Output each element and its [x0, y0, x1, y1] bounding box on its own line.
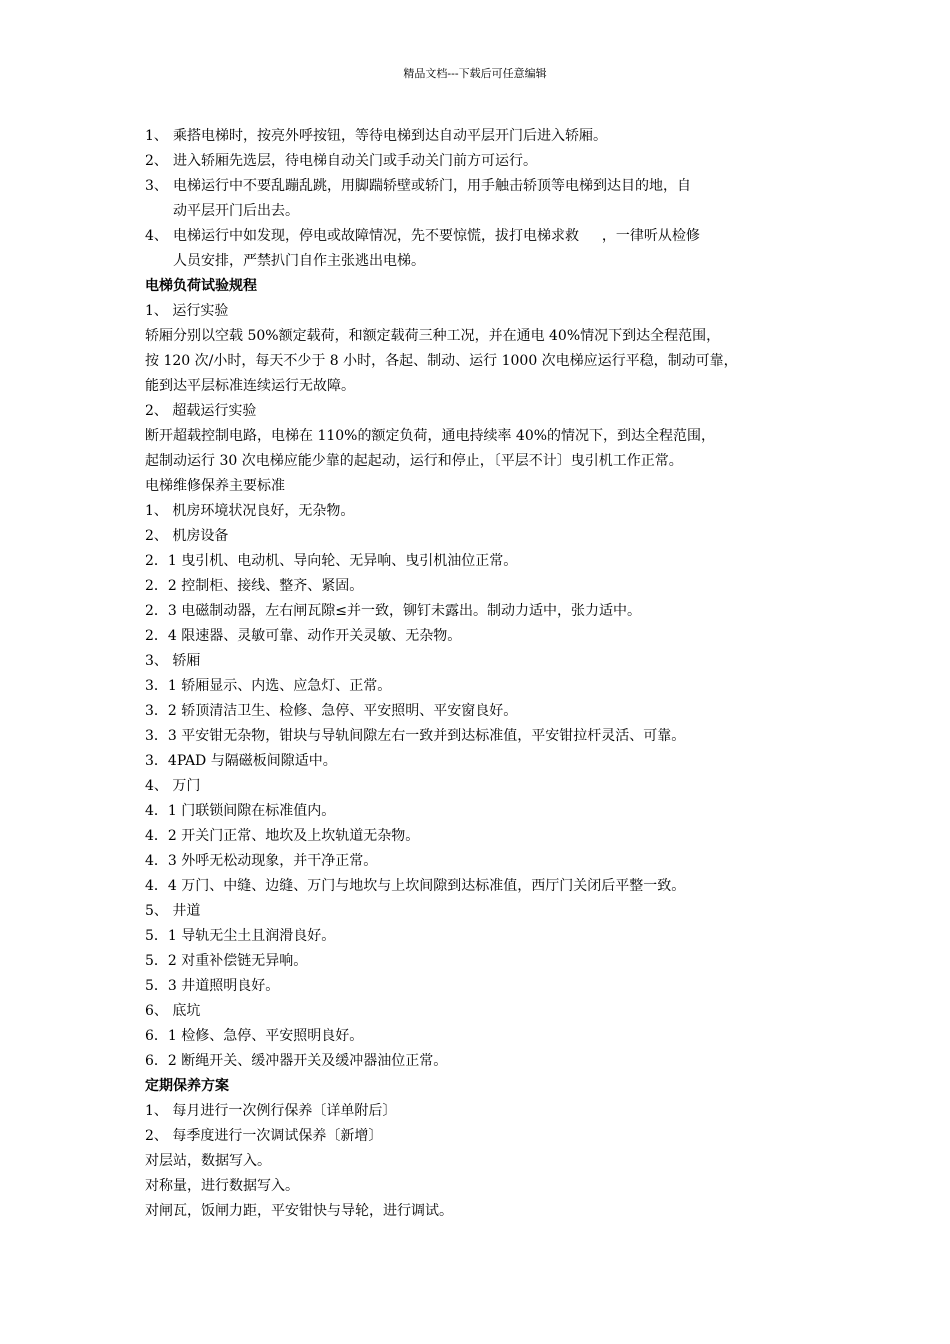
list-item: 2、 机房设备: [145, 528, 229, 544]
paragraph-line: 轿厢分别以空载 50%额定载荷，和额定载荷三种工况，并在通电 40%情况下到达全程范围，: [145, 328, 721, 344]
list-item: 3．3 平安钳无杂物，钳块与导轨间隙左右一致并到达标准值，平安钳拉杆灵活、可靠。: [145, 728, 686, 744]
list-item: 3．2 轿顶清洁卫生、检修、急停、平安照明、平安窗良好。: [145, 703, 518, 719]
list-text: 进入轿厢先选层，待电梯自动关门或手动关门前方可运行。: [173, 153, 537, 169]
page-header: 精品文档---下载后可任意编辑: [403, 67, 547, 80]
list-number: 4、: [145, 228, 168, 244]
intro-list: [145, 124, 825, 274]
list-item: 6、 底坑: [145, 1003, 201, 1019]
list-item: 2．2 控制柜、接线、整齐、紧固。: [145, 578, 364, 594]
list-text-continued: 动平层开门后出去。: [173, 203, 299, 219]
list-item: 4．1 门联锁间隙在标准值内。: [145, 803, 336, 819]
list-item: 4、 万门: [145, 778, 201, 794]
paragraph-line: 按 120 次/小时，每天不少于 8 小时，各起、制动、运行 1000 次电梯应运行平稳，制动可靠，: [145, 353, 738, 369]
list-item: 2．1 曳引机、电动机、导向轮、无异响、曳引机油位正常。: [145, 553, 518, 569]
list-number: 2、: [145, 153, 168, 169]
paragraph-line: 对闸瓦，饭闸力距，平安钳快与导轮，进行调试。: [145, 1203, 453, 1219]
paragraph-line: 对层站，数据写入。: [145, 1153, 271, 1169]
list-item: 4．3 外呼无松动现象，并干净正常。: [145, 853, 378, 869]
list-item: 2、 每季度进行一次调试保养〔新增〕: [145, 1128, 383, 1144]
paragraph-line: 起制动运行 30 次电梯应能少靠的起起动，运行和停止，〔平层不计〕曳引机工作正常。: [145, 453, 683, 469]
section-title-load-test: 电梯负荷试验规程: [145, 278, 257, 294]
subsection-heading: 1、 运行实验: [145, 303, 229, 319]
list-number: 3、: [145, 178, 168, 194]
section-title-maintenance: 电梯维修保养主要标准: [145, 478, 285, 494]
list-item: 4．2 开关门正常、地坎及上坎轨道无杂物。: [145, 828, 420, 844]
list-text: 电梯运行中不要乱蹦乱跳，用脚踹轿壁或轿门，用手触击轿顶等电梯到达目的地，自: [173, 178, 691, 194]
list-item: 3．1 轿厢显示、内选、应急灯、正常。: [145, 678, 392, 694]
list-item: 1、 机房环境状况良好，无杂物。: [145, 503, 355, 519]
paragraph-line: 断开超载控制电路，电梯在 110%的额定负荷，通电持续率 40%的情况下，到达全程范围，: [145, 428, 716, 444]
list-item: [145, 149, 825, 174]
list-number: 1、: [145, 128, 168, 144]
list-item: [145, 124, 825, 149]
paragraph-line: 对称量，进行数据写入。: [145, 1178, 299, 1194]
section-title-maintenance-plan: 定期保养方案: [145, 1078, 229, 1094]
list-item: 5、 井道: [145, 903, 201, 919]
list-item: 1、 每月进行一次例行保养〔详单附后〕: [145, 1103, 397, 1119]
subsection-heading: 2、 超载运行实验: [145, 403, 257, 419]
list-item: 2．4 限速器、灵敏可靠、动作开关灵敏、无杂物。: [145, 628, 462, 644]
list-text-continued: 人员安排，严禁扒门自作主张逃出电梯。: [173, 253, 425, 269]
list-item: 3、 轿厢: [145, 653, 201, 669]
list-item: 3．4PAD 与隔磁板间隙适中。: [145, 753, 337, 769]
list-item: 5．3 井道照明良好。: [145, 978, 280, 994]
list-text: 乘搭电梯时，按亮外呼按钮，等待电梯到达自动平层开门后进入轿厢。: [173, 128, 607, 144]
list-item: 4．4 万门、中缝、边缝、万门与地坎与上坎间隙到达标准值，西厅门关闭后平整一致。: [145, 878, 686, 894]
document-body: [145, 124, 825, 1224]
list-item: [145, 174, 825, 224]
list-item: 5．1 导轨无尘土且润滑良好。: [145, 928, 336, 944]
list-text: 电梯运行中如发现，停电或故障情况，先不要惊慌，拔打电梯求救 ，一律听从检修: [173, 228, 700, 244]
list-item: [145, 224, 825, 274]
list-item: 2．3 电磁制动器，左右闸瓦隙≤并一致，铆钉未露出。制动力适中，张力适中。: [145, 603, 641, 619]
list-item: 6．1 检修、急停、平安照明良好。: [145, 1028, 364, 1044]
list-item: 5．2 对重补偿链无异响。: [145, 953, 308, 969]
paragraph-line: 能到达平层标准连续运行无故障。: [145, 378, 355, 394]
list-item: 6．2 断绳开关、缓冲器开关及缓冲器油位正常。: [145, 1053, 448, 1069]
